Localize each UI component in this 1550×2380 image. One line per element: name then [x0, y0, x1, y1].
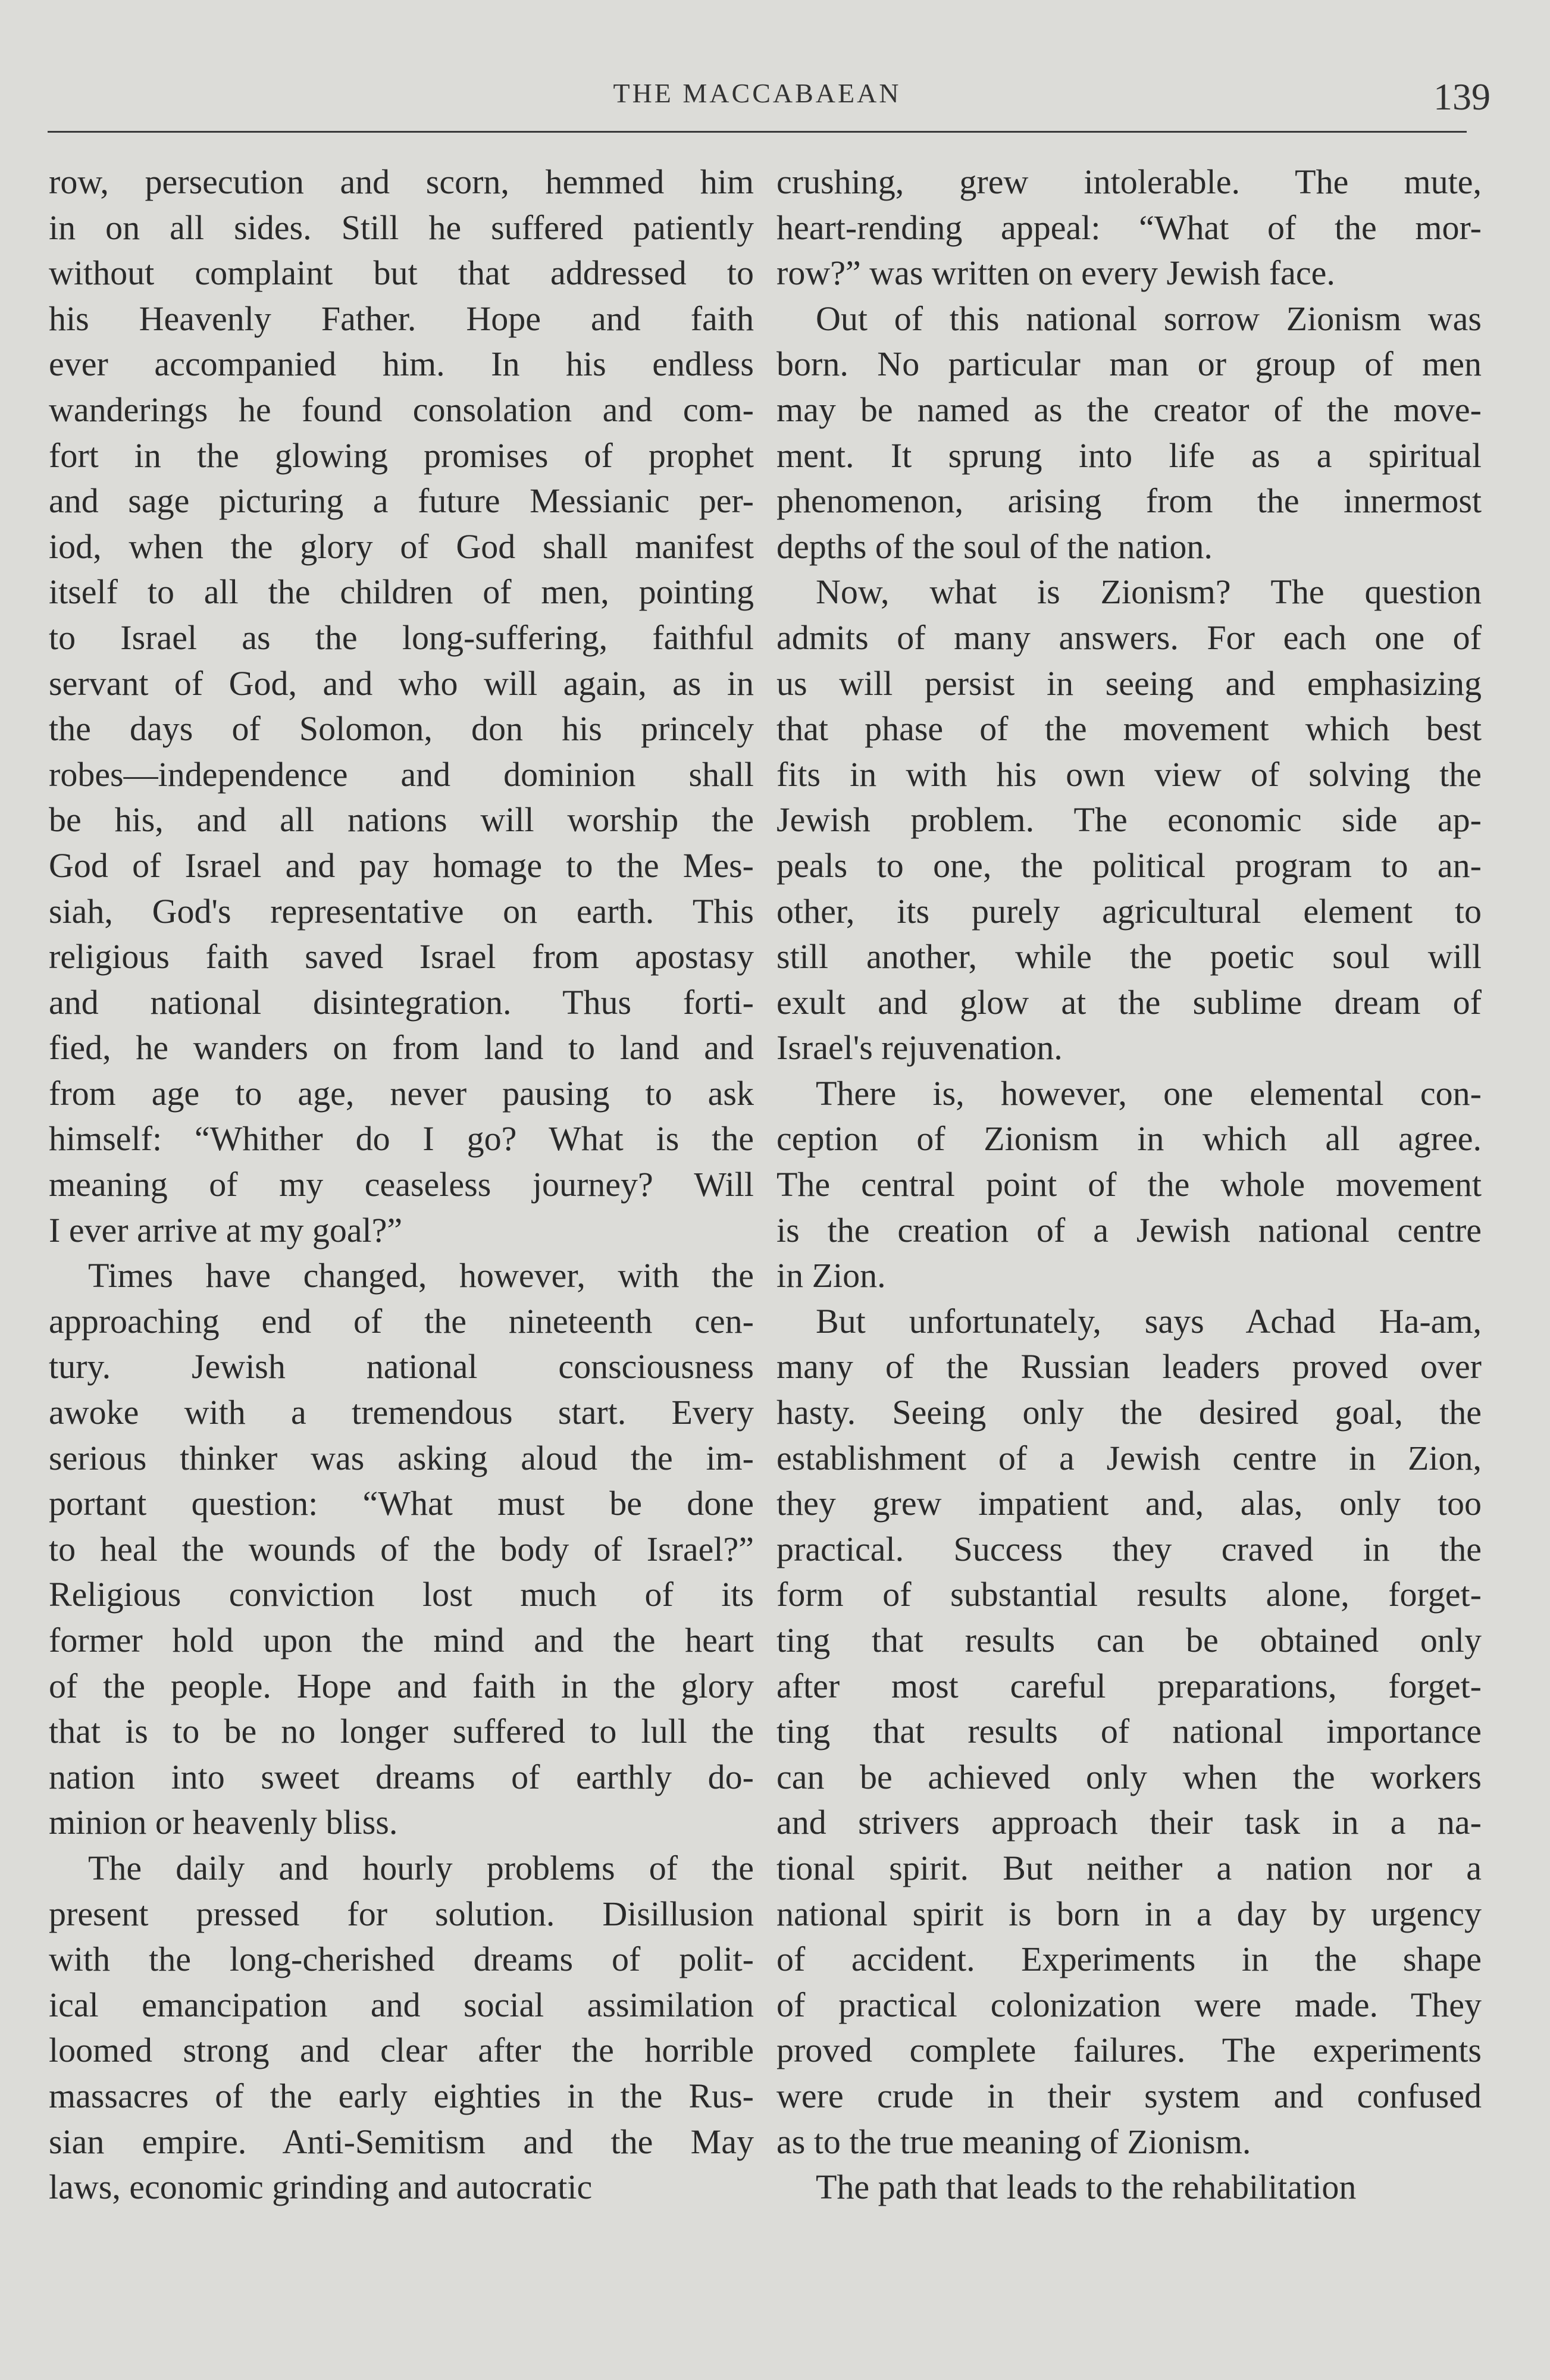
text-line: There is, however, one elemental con-: [816, 1073, 1482, 1113]
text-line: I ever arrive at my goal?”: [49, 1210, 403, 1250]
text-line: tional spirit. But neither a nation nor a: [776, 1848, 1482, 1887]
text-line: as to the true meaning of Zionism.: [776, 2122, 1251, 2161]
text-line: his Heavenly Father. Hope and faith: [49, 299, 754, 338]
text-line: and national disintegration. Thus forti-: [49, 982, 754, 1022]
journal-title: THE MACCABAEAN: [613, 78, 901, 108]
text-line: of the people. Hope and faith in the glory: [49, 1666, 754, 1705]
text-line: heart-rending appeal: “What of the mor-: [776, 208, 1482, 247]
text-line: establishment of a Jewish centre in Zion,: [776, 1438, 1482, 1477]
text-line: meaning of my ceaseless journey? Will: [49, 1165, 754, 1204]
text-line: The daily and hourly problems of the: [88, 1848, 754, 1887]
text-line: religious faith saved Israel from apostasy: [49, 937, 754, 976]
text-line: The central point of the whole movement: [776, 1165, 1482, 1204]
text-line: of practical colonization were made. They: [776, 1985, 1482, 2024]
text-line: The path that leads to the rehabilitation: [816, 2168, 1357, 2207]
text-line: proved complete failures. The experiments: [776, 2031, 1482, 2070]
text-line: Times have changed, however, with the: [88, 1256, 754, 1295]
text-line: can be achieved only when the workers: [776, 1757, 1482, 1796]
text-line: fied, he wanders on from land to land and: [49, 1028, 754, 1067]
text-line: exult and glow at the sublime dream of: [776, 982, 1482, 1022]
text-line: tury. Jewish national consciousness: [49, 1347, 754, 1386]
text-line: itself to all the children of men, pointing: [49, 572, 754, 612]
text-line: Israel's rejuvenation.: [776, 1028, 1063, 1067]
text-line: awoke with a tremendous start. Every: [49, 1393, 754, 1432]
text-line: robes—independence and dominion shall: [49, 754, 754, 794]
text-line: Now, what is Zionism? The question: [816, 572, 1482, 612]
left-text-column: [49, 159, 754, 2210]
text-line: loomed strong and clear after the horrible: [49, 2031, 754, 2070]
text-line: nation into sweet dreams of earthly do-: [49, 1757, 754, 1796]
text-line: present pressed for solution. Disillusion: [49, 1894, 754, 1933]
text-line: to Israel as the long-suffering, faithful: [49, 618, 754, 657]
text-line: crushing, grew intolerable. The mute,: [776, 162, 1482, 201]
text-line: is the creation of a Jewish national centre: [776, 1210, 1482, 1250]
text-line: depths of the soul of the nation.: [776, 527, 1213, 566]
text-line: But unfortunately, says Achad Ha-am,: [816, 1301, 1482, 1341]
text-line: sian empire. Anti-Semitism and the May: [49, 2122, 754, 2161]
text-line: ception of Zionism in which all agree.: [776, 1119, 1482, 1158]
text-line: that is to be no longer suffered to lull the: [49, 1712, 754, 1751]
text-line: massacres of the early eighties in the Rus-: [49, 2076, 754, 2115]
text-line: born. No particular man or group of men: [776, 345, 1482, 384]
text-line: peals to one, the political program to an-: [776, 845, 1482, 885]
text-line: that phase of the movement which best: [776, 709, 1482, 749]
text-line: ting that results of national importance: [776, 1712, 1482, 1751]
text-line: himself: “Whither do I go? What is the: [49, 1119, 754, 1158]
text-line: God of Israel and pay homage to the Mes-: [49, 845, 754, 885]
right-text-column: [776, 159, 1482, 2210]
text-line: admits of many answers. For each one of: [776, 618, 1482, 657]
text-line: the days of Solomon, don his princely: [49, 709, 754, 749]
text-line: practical. Success they craved in the: [776, 1529, 1482, 1568]
text-line: us will persist in seeing and emphasizing: [776, 663, 1482, 703]
text-line: laws, economic grinding and autocratic: [49, 2168, 593, 2207]
running-head: [48, 71, 1490, 133]
text-line: approaching end of the nineteenth cen-: [49, 1301, 754, 1341]
text-line: may be named as the creator of the move-: [776, 390, 1482, 429]
text-line: and strivers approach their task in a na-: [776, 1803, 1482, 1842]
text-line: other, its purely agricultural element to: [776, 891, 1482, 931]
text-line: ting that results can be obtained only: [776, 1621, 1482, 1659]
page-number: 139: [1433, 76, 1490, 118]
text-line: still another, while the poetic soul will: [776, 937, 1482, 976]
text-line: wanderings he found consolation and com-: [49, 390, 754, 429]
text-line: row?” was written on every Jewish face.: [776, 253, 1335, 293]
text-line: and sage picturing a future Messianic per-: [49, 481, 754, 521]
text-line: after most careful preparations, forget-: [776, 1666, 1482, 1705]
text-line: be his, and all nations will worship the: [49, 800, 754, 840]
text-line: ical emancipation and social assimilation: [49, 1985, 754, 2024]
text-line: iod, when the glory of God shall manifest: [49, 527, 754, 566]
text-line: from age to age, never pausing to ask: [49, 1073, 754, 1113]
text-line: without complaint but that addressed to: [49, 253, 754, 293]
text-line: siah, God's representative on earth. This: [49, 891, 754, 931]
text-line: they grew impatient and, alas, only too: [776, 1484, 1482, 1523]
text-line: national spirit is born in a day by urgency: [776, 1894, 1482, 1933]
text-line: fits in with his own view of solving the: [776, 754, 1482, 794]
text-line: former hold upon the mind and the heart: [49, 1621, 754, 1659]
text-line: to heal the wounds of the body of Israel?”: [49, 1529, 754, 1568]
text-line: of accident. Experiments in the shape: [776, 1940, 1482, 1979]
text-line: ment. It sprung into life as a spiritual: [776, 436, 1482, 475]
text-line: serious thinker was asking aloud the im-: [49, 1438, 754, 1477]
text-line: form of substantial results alone, forget-: [776, 1575, 1482, 1614]
text-line: many of the Russian leaders proved over: [776, 1347, 1482, 1386]
text-line: fort in the glowing promises of prophet: [49, 436, 754, 475]
text-line: hasty. Seeing only the desired goal, the: [776, 1393, 1482, 1432]
text-line: portant question: “What must be done: [49, 1484, 754, 1523]
text-line: servant of God, and who will again, as in: [49, 663, 754, 703]
text-line: ever accompanied him. In his endless: [49, 345, 754, 384]
text-line: Jewish problem. The economic side ap-: [776, 800, 1482, 840]
text-line: with the long-cherished dreams of polit-: [49, 1940, 754, 1979]
text-line: minion or heavenly bliss.: [49, 1803, 398, 1842]
text-line: Out of this national sorrow Zionism was: [816, 299, 1482, 338]
text-line: in Zion.: [776, 1256, 886, 1295]
text-line: Religious conviction lost much of its: [49, 1575, 754, 1614]
text-line: in on all sides. Still he suffered patiently: [49, 208, 754, 247]
text-line: phenomenon, arising from the innermost: [776, 481, 1482, 521]
text-line: were crude in their system and confused: [776, 2076, 1482, 2115]
text-line: row, persecution and scorn, hemmed him: [49, 162, 754, 201]
